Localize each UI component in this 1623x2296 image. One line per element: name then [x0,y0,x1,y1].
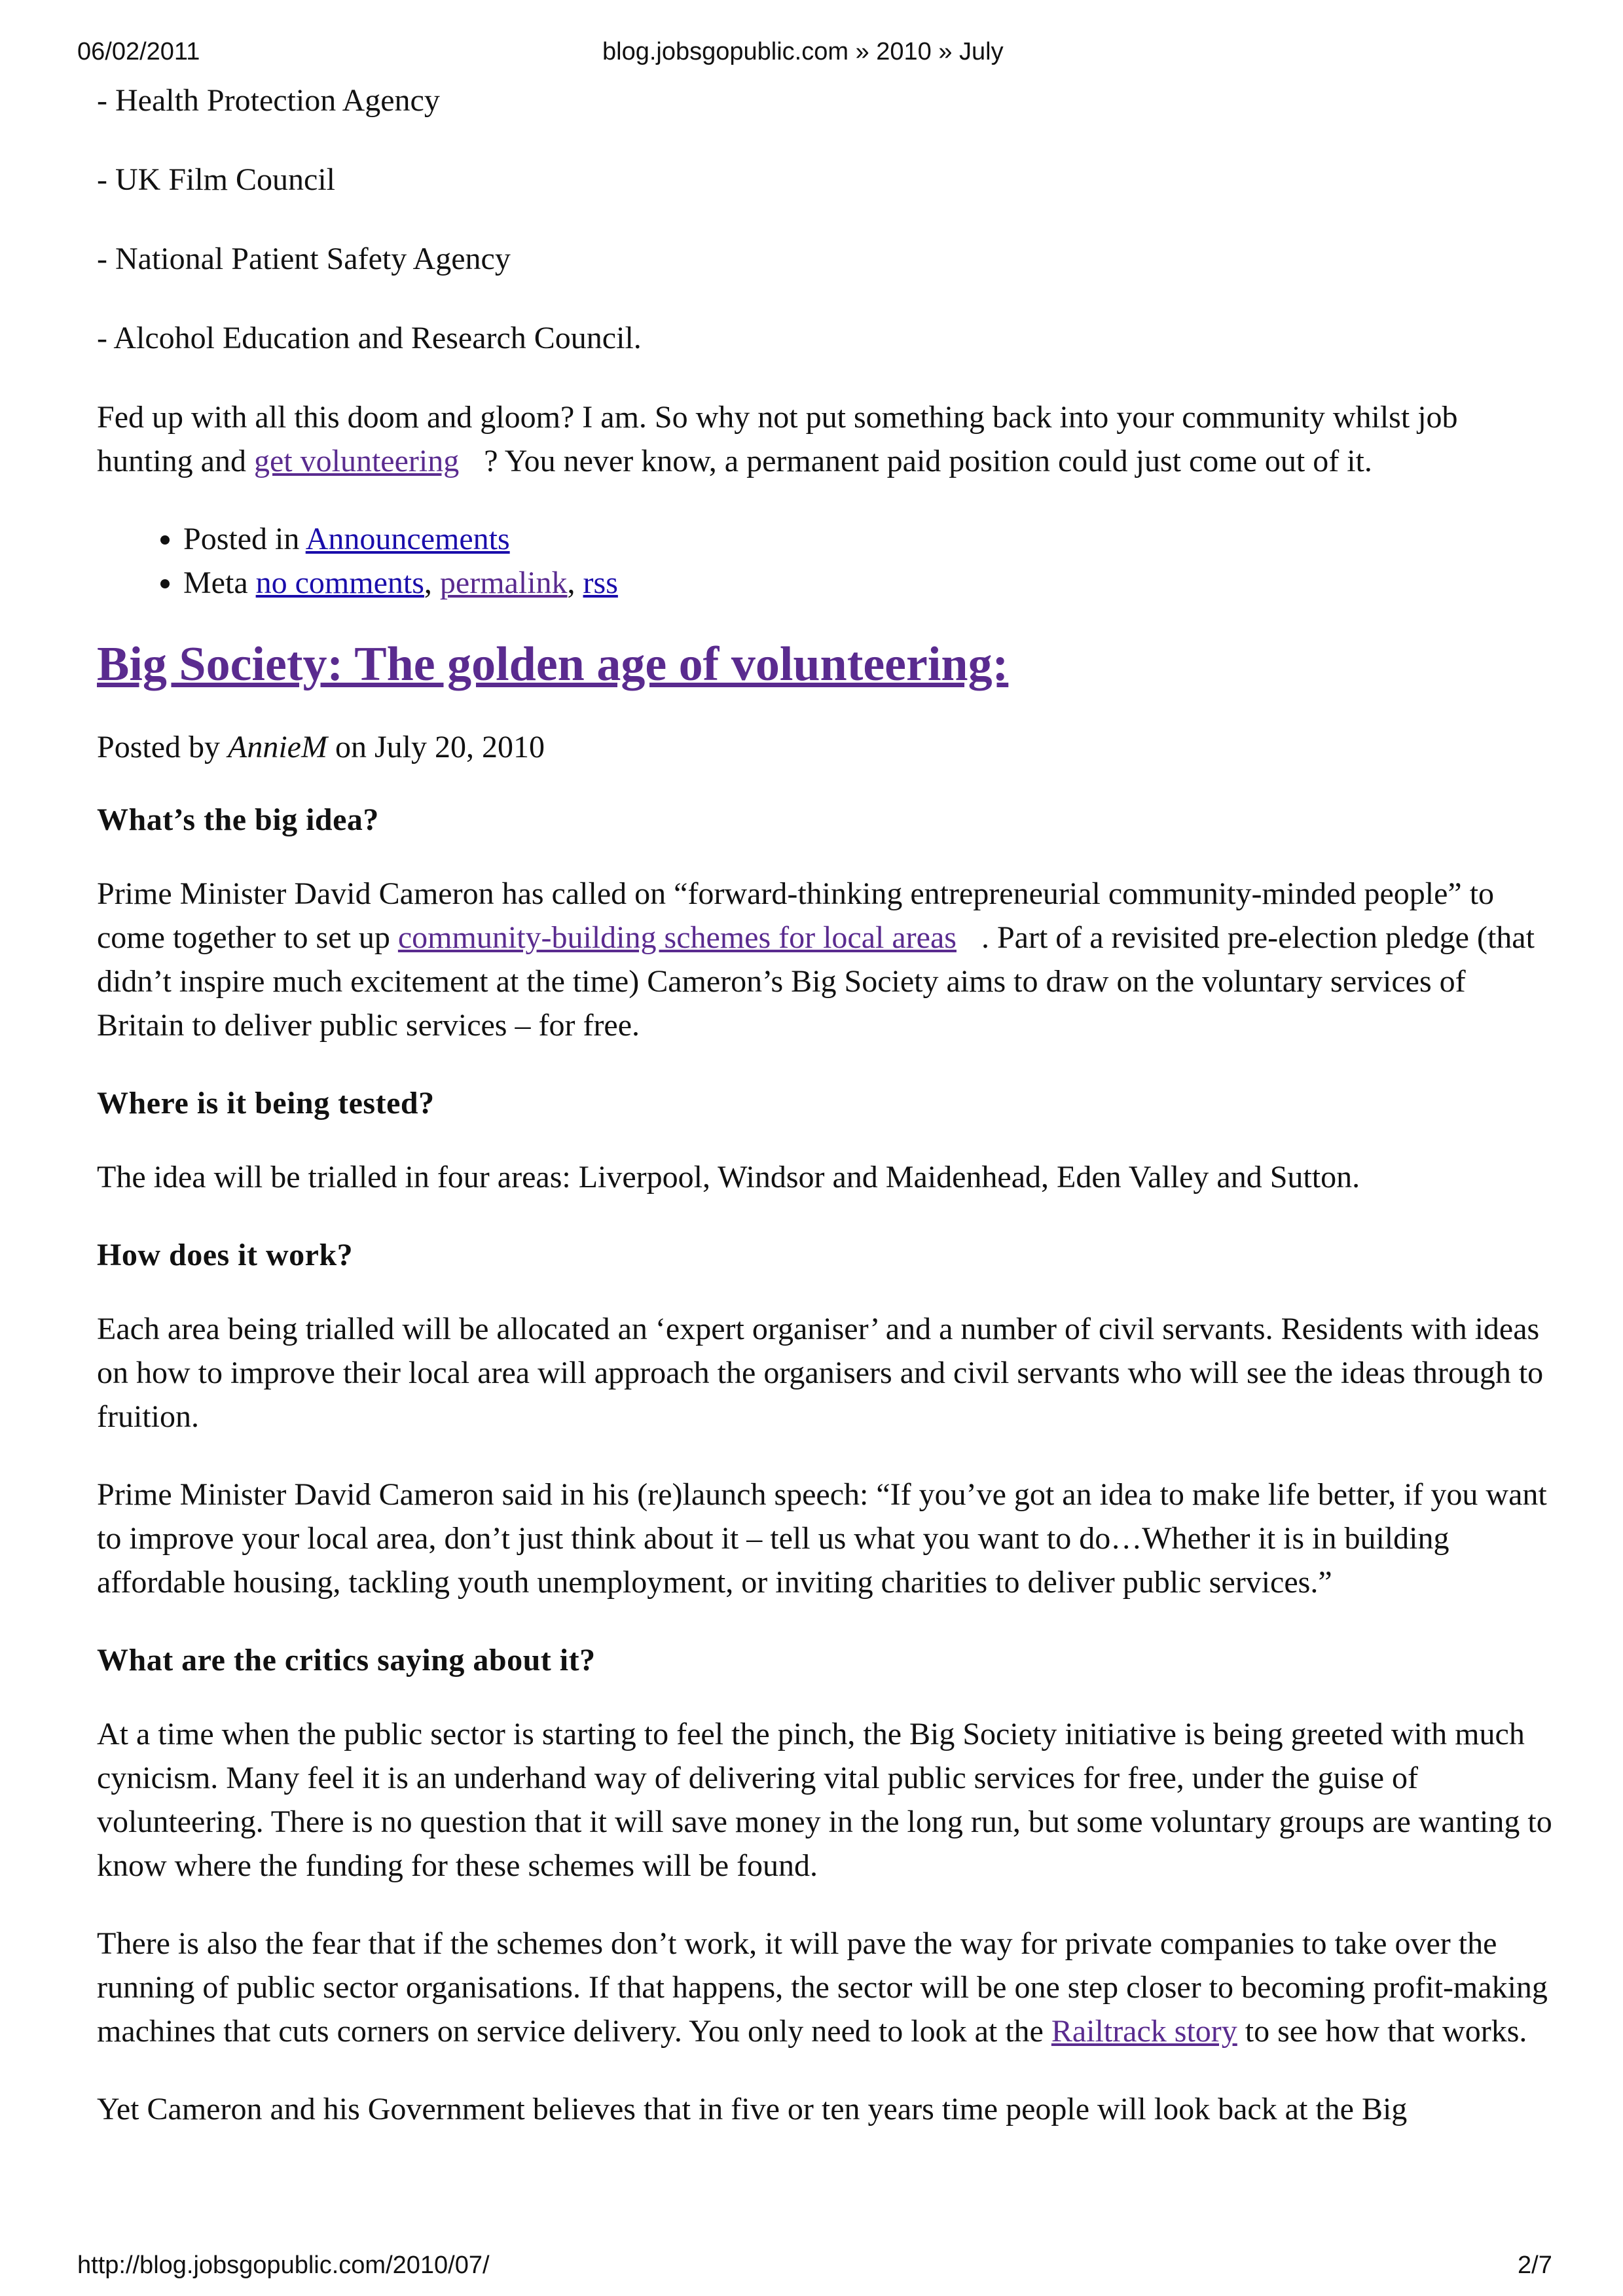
post-title [97,636,1554,692]
paragraph-text: There is also the fear that if the schemes don’t work, it will pave the way for private companies to take over the running of public sector organisations. If that happens, the sector will be one step closer to becoming profit-making machines that cuts corners on service delivery. You only need to look at the [97,1926,1548,2049]
category-link-announcements[interactable]: Announcements [305,522,510,556]
meta-label: Meta [183,565,248,600]
print-page-title: blog.jobsgopublic.com » 2010 » July [602,38,1004,65]
post-date: on July 20, 2010 [335,730,545,764]
closing-text: Fed up with all this doom and gloom? I am. So why not put something back into your community whilst job hunting and [97,400,1458,478]
posted-in-item [183,517,1554,561]
meta-item [183,561,1554,605]
closing-text: ? You never know, a permanent paid position could just come out of it. [484,444,1372,478]
paragraph-text: to see how that works. [1245,2014,1527,2049]
paragraph-text: . Part of a revisited pre-election pledge (that didn’t inspire much excitement at the time) Cameron’s Big Society aims to draw on the voluntary services of Britain to deliver public services – for free. [97,920,1535,1043]
paragraph: The idea will be trialled in four areas: Liverpool, Windsor and Maidenhead, Eden Valley and Sutton. [97,1160,1360,1194]
paragraph: Each area being trialled will be allocated an ‘expert organiser’ and a number of civil servants. Residents with ideas on how to improve their local area will approach the organisers and civil servants who will see the ideas through to fruition. [97,1312,1544,1434]
no-comments-link[interactable]: no comments [255,565,424,600]
paragraph [97,872,1554,1047]
section-heading: What’s the big idea? [97,802,379,837]
railtrack-story-link[interactable]: Railtrack story [1051,2014,1237,2049]
post-byline [97,725,1554,769]
get-volunteering-link[interactable]: get volunteering [253,444,460,478]
print-date: 06/02/2011 [77,38,200,65]
post-author: AnnieM [228,730,327,764]
post-meta-list [97,517,1554,605]
paragraph [97,1922,1554,2053]
list-item: - Alcohol Education and Research Council. [97,321,642,355]
paragraph: Yet Cameron and his Government believes that in five or ten years time people will look back at the Big [97,2092,1408,2126]
section-heading: What are the critics saying about it? [97,1643,596,1677]
list-item: - UK Film Council [97,162,336,197]
blog-content [97,79,1554,2165]
posted-in-label: Posted in [183,522,300,556]
list-item: - Health Protection Agency [97,83,440,118]
permalink-link[interactable]: permalink [439,565,568,600]
section-heading: Where is it being tested? [97,1086,435,1121]
list-item: - National Patient Safety Agency [97,242,511,276]
page-number: 2/7 [1518,2251,1552,2279]
paragraph: At a time when the public sector is starting to feel the pinch, the Big Society initiative is being greeted with much cynicism. Many feel it is an underhand way of delivering vital public services for free, under the guise of volunteering. There is no question that it will save money in the long run, but some voluntary groups are wanting to know where the funding for these schemes will be found. [97,1717,1552,1883]
byline-prefix: Posted by [97,730,221,764]
paragraph-text: Prime Minister David Cameron has called on “forward-thinking entrepreneurial community-minded people” to come together to set up [97,876,1495,955]
section-heading: How does it work? [97,1238,354,1272]
closing-paragraph [97,395,1554,483]
print-footer-url: http://blog.jobsgopublic.com/2010/07/ [77,2251,490,2279]
separator: , [567,565,575,600]
community-schemes-link[interactable]: community-building schemes for local areas [397,920,957,955]
paragraph: Prime Minister David Cameron said in his (re)launch speech: “If you’ve got an idea to make life better, if you want to improve your local area, don’t just think about it – tell us what you want to do…Whether it is in building affordable housing, tackling youth unemployment, or inviting charities to deliver public services.” [97,1477,1547,1600]
post-title-link[interactable]: Big Society: The golden age of volunteering: [97,637,1009,691]
rss-link[interactable]: rss [583,565,618,600]
separator: , [424,565,432,600]
